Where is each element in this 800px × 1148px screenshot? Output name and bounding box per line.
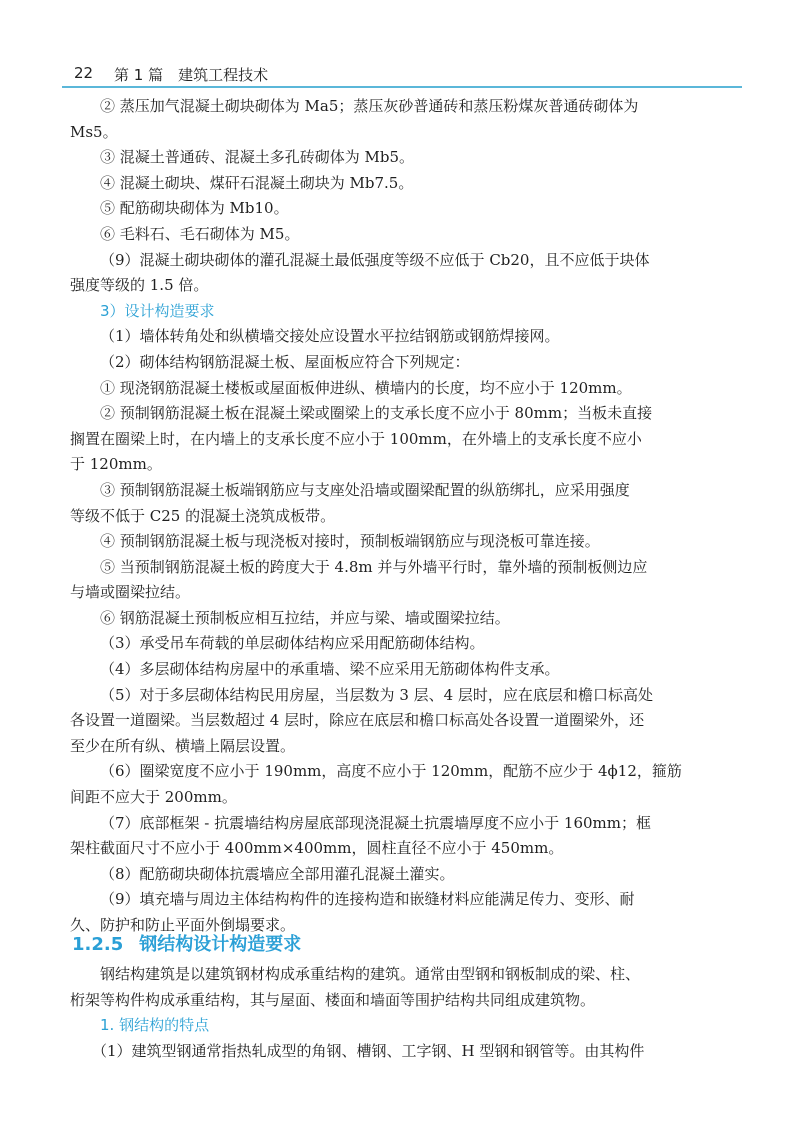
text-line: （3）承受吊车荷载的单层砌体结构应采用配筋砌体结构。 — [100, 634, 485, 653]
text-line: 等级不低于 C25 的混凝土浇筑成板带。 — [70, 506, 336, 525]
section-number: 1.2.5 — [72, 934, 124, 955]
section-heading — [72, 930, 301, 956]
text-line: （9）填充墙与周边主体结构构件的连接构造和嵌缝材料应能满足传力、变形、耐 — [100, 890, 635, 909]
text-line: （7）底部框架 - 抗震墙结构房屋底部现浇混凝土抗震墙厚度不应小于 160mm；框 — [100, 813, 651, 832]
chapter-title: 第 1 篇 建筑工程技术 — [114, 66, 269, 84]
text-line: ③ 混凝土普通砖、混凝土多孔砖砌体为 Mb5。 — [100, 148, 415, 167]
text-line: 桁架等构件构成承重结构，其与屋面、楼面和墙面等围护结构共同组成建筑物。 — [70, 990, 596, 1009]
text-line: 久、防护和防止平面外倒塌要求。 — [70, 916, 296, 934]
text-line: ⑥ 钢筋混凝土预制板应相互拉结，并应与梁、墙或圈梁拉结。 — [100, 608, 510, 627]
text-line: 钢结构建筑是以建筑钢材构成承重结构的建筑。通常由型钢和钢板制成的梁、柱、 — [100, 965, 641, 983]
text-line: ④ 混凝土砌块、煤矸石混凝土砌块为 Mb7.5。 — [100, 173, 414, 192]
text-line: ⑤ 当预制钢筋混凝土板的跨度大于 4.8m 并与外墙平行时，靠外墙的预制板侧边应 — [100, 557, 648, 576]
text-line: （6）圈梁宽度不应小于 190mm，高度不应小于 120mm，配筋不应少于 4ϕ12，箍筋 — [100, 762, 682, 781]
text-line: Ms5。 — [70, 122, 118, 141]
page-header — [62, 60, 742, 84]
text-line: （8）配筋砌块砌体抗震墙应全部用灌孔混凝土灌实。 — [100, 864, 455, 883]
text-line: 间距不应大于 200mm。 — [70, 788, 237, 807]
text-line: ⑥ 毛料石、毛石砌体为 M5。 — [100, 224, 300, 243]
text-line: 架柱截面尺寸不应小于 400mm×400mm，圆柱直径不应小于 450mm。 — [70, 839, 564, 858]
text-line: ③ 预制钢筋混凝土板端钢筋应与支座处沿墙或圈梁配置的纵筋绑扎，应采用强度 — [100, 480, 630, 499]
header-rule — [62, 86, 742, 88]
body-text-steel — [70, 962, 720, 1064]
body-text-top — [70, 94, 720, 939]
text-line: （1）墙体转角处和纵横墙交接处应设置水平拉结钢筋或钢筋焊接网。 — [100, 327, 560, 346]
text-line: （5）对于多层砌体结构民用房屋，当层数为 3 层、4 层时，应在底层和檐口标高处 — [100, 685, 653, 704]
text-line: ② 蒸压加气混凝土砌块砌体为 Ma5；蒸压灰砂普通砖和蒸压粉煤灰普通砖砌体为 — [100, 97, 639, 115]
subheading-design: 3）设计构造要求 — [100, 301, 215, 320]
section-title: 钢结构设计构造要求 — [139, 934, 302, 955]
text-line: ④ 预制钢筋混凝土板与现浇板对接时，预制板端钢筋应与现浇板可靠连接。 — [100, 532, 600, 551]
text-line: 搁置在圈梁上时，在内墙上的支承长度不应小于 100mm，在外墙上的支承长度不应小 — [70, 429, 642, 448]
text-line: 于 120mm。 — [70, 455, 162, 474]
text-line: ① 现浇钢筋混凝土楼板或屋面板伸进纵、横墙内的长度，均不应小于 120mm。 — [100, 378, 632, 397]
text-line: 强度等级的 1.5 倍。 — [70, 276, 209, 295]
text-line: （2）砌体结构钢筋混凝土板、屋面板应符合下列规定： — [100, 352, 470, 371]
text-line: ⑤ 配筋砌块砌体为 Mb10。 — [100, 199, 289, 218]
text-line: ② 预制钢筋混凝土板在混凝土梁或圈梁上的支承长度不应小于 80mm；当板未直接 — [100, 404, 653, 423]
text-line: 至少在所有纵、横墙上隔层设置。 — [70, 736, 296, 755]
text-line: （4）多层砌体结构房屋中的承重墙、梁不应采用无筋砌体构件支承。 — [100, 660, 560, 679]
page-number: 22 — [74, 64, 94, 82]
subheading-features: 1. 钢结构的特点 — [100, 1016, 210, 1035]
text-line: （9）混凝土砌块砌体的灌孔混凝土最低强度等级不应低于 Cb20，且不应低于块体 — [100, 250, 650, 269]
text-line: （1）建筑型钢通常指热轧成型的角钢、槽钢、工字钢、H 型钢和钢管等。由其构件 — [92, 1041, 645, 1060]
text-line: 与墙或圈梁拉结。 — [70, 583, 191, 602]
text-line: 各设置一道圈梁。当层数超过 4 层时，除应在底层和檐口标高处各设置一道圈梁外，还 — [70, 711, 645, 730]
